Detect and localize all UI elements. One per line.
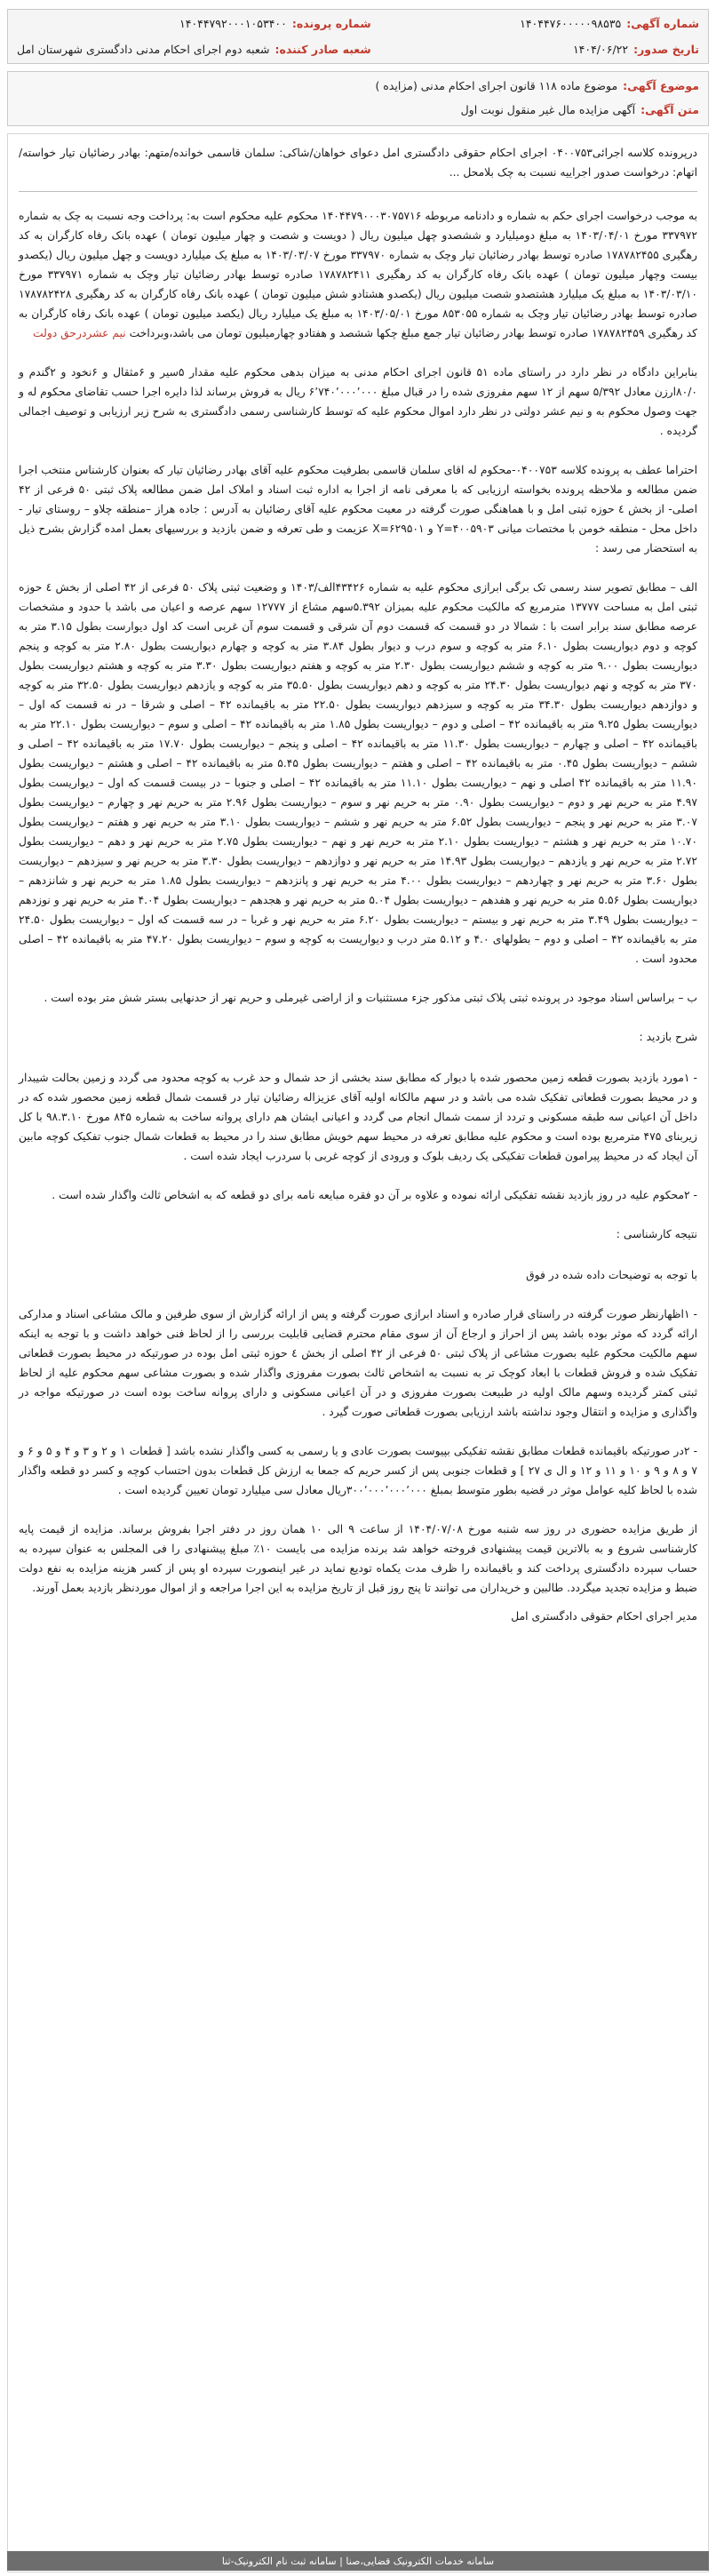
inspection-heading: شرح بازدید : (639, 1031, 697, 1043)
footer-text: سامانه خدمات الکترونیک قضایی،صنا | سامانه ثبت نام الکترونیک-ثنا (221, 2555, 495, 2567)
ad-number-value: ۱۴۰۴۴۷۶۰۰۰۰۰۹۸۵۳۵ (520, 17, 622, 30)
branch-row (17, 43, 371, 56)
body-state-share: نیم عشردرحق دولت (33, 327, 126, 339)
body-judgment-text: به موجب درخواست اجرای حکم به شماره و دادنامه مربوطه ۱۴۰۴۴۷۹۰۰۰۳۰۷۵۷۱۶ محکوم علیه محکوم است به: پرداخت وجه نسبت به چک به شماره ۳۳۷۹۷۲ مورخ ۱۴۰۳/۰۴/۰۱ به مبلغ دومیلیارد و ششصدو چهل میلیون ریال ( دویست و شصت و چهار میلیون تومان ) عهده بانک رفاه کارگران به کد رهگیری ۱۷۸۷۸۲۴۵۵ صادره توسط بهادر رضائیان تیار وچک به شماره ۳۳۷۹۷۰ مورخ ۱۴۰۳/۰۳/۰۷ به مبلغ یک میلیارد دویست و چهل میلیون ریال (یکصدو بیست وچهار میلیون تومان ) عهده بانک رفاه کارگران به کد رهگیری ۱۷۸۷۸۲۴۱۱ صادره توسط بهادر رضائیان تیار وچک به شماره ۳۳۷۹۷۱ مورخ ۱۴۰۳/۰۳/۱۰ به مبلغ یک میلیارد هشتصدو شصت میلیون ریال (یکصدو هشتادو شش میلیون تومان ) عهده بانک رفاه کارگران به کد رهگیری ۱۷۸۷۸۲۴۲۸ صادره توسط بهادر رضائیان تیار وچک به شماره ۸۵۳۰۵۵ مورخ ۱۴۰۳/۰۵/۰۱ به مبلغ یک میلیارد ریال (یکصد میلیون تومان ) عهده بانک رفاه کارگران به کد رهگیری ۱۷۸۷۸۲۴۵۹ صادره توسط بهادر رضائیان تیار جمع مبلغ چکها ششصد و هفتادو چهارمیلیون تومان می باشد،وبرداخت (19, 210, 698, 339)
body-auction-decision: بنابراین دادگاه در نظر دارد در راستای ماده ۵۱ قانون اجرای احکام مدنی به میزان بدهی محکوم علیه مقدار ۵سیر و ۶مثقال و ۶نخود و ۲گندم و ۸۰/۰ارزن معادل ۵/۳۹۲ سهم از ۱۲ سهم مفروزی شده را در قبال مبلغ ۶٬۷۴۰٬۰۰۰٬۰۰۰ ریال به فروش برساند لذا دایره اجرا حسب تقاضای محکوم له و جهت وصول محکوم به و نیم عشر دولتی در نظر دارد اموال محکوم علیه که توسط کارشناسی رسمی دادگستری به شرح زیر ارزیابی و توصیف اجمالی گردیده . (19, 366, 697, 437)
inspection-item-1: - ۱مورد بازدید بصورت قطعه زمین محصور شده با دیوار که مطابق سند بخشی از حد شمال و حد غرب به کوچه محدود می گردد و زمین بحالت شیبدار و در محیط بصورت قطعاتی تفکیک شده می باشد و در سهم مالکانه اولیه آقای عزیزاله رضائیان تیار در قسمت شمال قطعه زمین محصور شده که در داخل آن اعیانی سه طبقه مسکونی و تردد از سمت شمال انجام می گردد و اعیانی ایشان هم دارای پروانه ساخت به شماره ۸۴۵ مورخ ۹۸.۳.۱۰ با کل زیربنای ۴۷۵ مترمربع بوده است و محکوم علیه مطابق تعرفه در محیط سهم خویش مطابق سند را در محیط به قطعات شمال جنوب تفکیک کوچه مابین آن ایجاد که در محیط پیرامون قطعات تفکیکی یک ردیف بلوک و ورودی از کوچه غربی با سردرب ایجاد شده است . (19, 1072, 697, 1162)
body-expert-intro: احتراما عطف به پرونده کلاسه ۰۴۰۰۷۵۳-محکوم له اقای سلمان قاسمی بطرفیت محکوم علیه آقای بهادر رضائیان تیار که بعنوان کارشناس منتخب اجرا ضمن مطالعه و ملاحظه پرونده بخواسته ارزیابی که با معرفی نامه از اجرا به اداره ثبت اسناد و املاک امل ضمن مطالعه پلاک ثبتی ۵۰ فرعی از ۴۲ اصلی- از بخش ٤ حوزه ثبتی امل و با هماهنگی صورت گرفته در معیت محکوم علیه آقای رضائیان به آدرس : جاده هراز –منطقه چلاو – روستای تیار - داخل محل - منطقه خومن با مختصات میانی ۴۰۰۵۹۰۳=Y و ۶۲۹۵۰۱=X عزیمت و طی تعرفه و ضمن بازدید و بررسیهای بعمل امده گزارش بشرح ذیل به استحضار می رسد : (19, 464, 698, 554)
conclusion-item-2: - ۲در صورتیکه باقیمانده قطعات مطابق نقشه تفکیکی بپیوست بصورت عادی و یا رسمی به کسی واگذار نشده باشد [ قطعات ۱ و ۲ و ۳ و ۴ و ۵ و ۶ و ۷ و ۸ و ۹ و ۱۰ و ۱۱ و ۱۲ و ال ی ۲۷ ] و قطعات جنوبی پس از کسر حریم که جمعا به ارزش کل قطعات بدون احتساب کوچه و کسر دو قطعه واگذار شده با لحاظ کلیه عوامل موثر در قضیه بطور متوسط بمبلغ ۳۰۰٬۰۰۰٬۰۰۰٬۰۰۰ریال معادل سی میلیارد تومان تعیین گردیده است . (19, 1445, 698, 1496)
issue-date-value: ۱۴۰۴/۰۶/۲۲ (572, 43, 629, 56)
conclusion-item-1: - ۱اظهارنظر صورت گرفته در راستای قرار صادره و اسناد ابرازی صورت گرفته و پس از ارائه گزارش از سوی طرفین و مالک مشاعی اسناد و مدارکی ارائه گردد که موثر بوده باشد پس از احراز و ارجاع آن از سوی مقام محترم قضایی قابلیت بررسی را از لحاظ فنی خواهد داشت و با توجه به اینکه سهم مالکیت محکوم علیه بصورت مشاعی از پلاک ثبتی ۵۰ فرعی از ۴۲ اصلی از بخش ٤ حوزه ثبتی امل بوده در صورتیکه در محیط بصورت قطعاتی تفکیک شده و فروش قطعات با ابعاد کوچک تر به نسبت به اشخاص ثالث بصورت مفروزی واگذار شده و بصورت مشاعی سهم محکوم علیه از لحاظ ثبتی کمتر گردیده وسهم مالک اولیه در طبیعت بصورت مفروزی و در آن اعیانی مسکونی و دارای پروانه ساخت بوده است در صورتیکه مواجه در واگذاری و مزایده و انتقال وجود نداشته باشد ارزیابی بصورت قطعاتی صورت گیرد . (19, 1308, 697, 1418)
body-divider (19, 191, 697, 192)
topic-row (17, 79, 699, 92)
notice-body (7, 133, 709, 2572)
text-row (17, 103, 699, 116)
body-intro: درپرونده کلاسه اجرائی۰۴۰۰۷۵۳ اجرای احکام حقوقی دادگستری امل دعوای خواهان/شاکی: سلمان قاسمی خوانده/متهم: بهادر رضائیان تیار خواسته/اتهام: درخواست صدور اجراییه نسبت به چک بلامحل ... (19, 147, 697, 179)
text-label: متن آگهی: (640, 103, 699, 116)
page-footer (7, 2551, 709, 2571)
branch-value: شعبه دوم اجرای احکام مدنی دادگستری شهرستان امل (17, 43, 270, 56)
text-value: آگهی مزایده مال غیر منقول نوبت اول (460, 103, 636, 116)
body-registry-note: ب – براساس اسناد موجود در پرونده ثبتی پلاک ثبتی مذکور جزء مستثنیات و از اراضی غیرملی و حریم نهر از حدنهایی بستر شش متر بوده است . (44, 992, 697, 1004)
notice-subject (7, 71, 709, 126)
issue-date-row (398, 43, 699, 56)
topic-label: موضوع آگهی: (623, 79, 699, 92)
ad-number-label: شماره آگهی: (626, 17, 699, 30)
auction-terms: از طریق مزایده حضوری در روز سه شنبه مورخ ۱۴۰۴/۰۷/۰۸ از ساعت ۹ الی ۱۰ همان روز در دفتر اجرا بفروش برساند. مزایده از قیمت پایه کارشناسی شروع و به بالاترین قیمت پیشنهادی فروخته خواهد شد برنده مزایده می بایست ۱۰٪ مبلغ پیشنهادی را فی المجلس به عنوان سپرده به حساب سپرده دادگستری پرداخت کند و باقیمانده را ظرف مدت یکماه تودیع نماید در غیر اینصورت سپرده او پس از کسر هزینه مزایده به نفع دولت ضبط و مزایده تجدید میگردد. طالبین و خریداران می توانند تا پنج روز قبل از تاریخ مزایده به این اجرا مراجعه و از اموال موردنظر بازدید بعمل آورند. (19, 1523, 698, 1594)
case-number-row (17, 17, 371, 30)
inspection-item-2: - ۲محکوم علیه در روز بازدید نقشه تفکیکی ارائه نموده و علاوه بر آن دو فقره مبایعه نامه برای دو قطعه که به اشخاص ثالث واگذار شده است . (52, 1189, 697, 1201)
ad-number-row (398, 17, 699, 30)
conclusion-heading: نتیجه کارشناسی : (616, 1228, 697, 1240)
notice-header (7, 9, 709, 64)
case-number-label: شماره پرونده: (291, 17, 371, 30)
signature: مدیر اجرای احکام حقوقی دادگستری امل (511, 1610, 697, 1623)
branch-label: شعبه صادر کننده: (274, 43, 371, 56)
issue-date-label: تاریخ صدور: (633, 43, 699, 56)
body-property-bounds: الف – مطابق تصویر سند رسمی تک برگی ابرازی محکوم علیه به شماره ۴۳۴۲۶الف/۱۴۰۳ و وضعیت ثبتی پلاک ۵۰ فرعی از ۴۲ اصلی از بخش ٤ حوزه ثبتی امل به مساحت ۱۳۷۷۷ مترمربع که مالکیت محکوم علیه بمیزان ۵.۳۹۲سهم مشاع از ۱۲۷۷۷ سهم عرصه و اعیان می باشد با حدود و مشخصات عرصه مطابق سند برابر است با : شمالا در دو قسمت که قسمت دوم آن شرقی و قسمت سوم آن غربی است کد اول دیوارست بطول ۳.۱۵ متر به کوچه و دوم دیواریست بطول ۶.۱۰ متر به کوچه و سوم درب و دیوار بطول ۳.۸۴ متر به کوچه و چهارم دیواریست بطول ۲.۸۰ متر به کوچه و پنجم دیواریست بطول ۹.۰۰ متر به کوچه و ششم دیواریست بطول ۲.۳۰ متر به کوچه و هفتم دیواریست بطول ۳.۳۰ متر به کوچه و هشتم دیواریست بطول ۳۷۰ متر به کوچه و نهم دیواریست بطول ۲۴.۳۰ متر به کوچه و دهم دیواریست بطول ۳۵.۵۰ متر به کوچه و یازدهم دیواریست بطول ۳۲.۵۰ متر به کوچه و دوازدهم دیواریست بطول ۳۴.۳۰ متر به کوچه و سیزدهم دیواریست بطول ۲۲.۵۰ متر به باقیمانده ۴۲ – اصلی و شرقا – در نه قسمت که اول – دیواریست بطول ۹.۲۵ متر به باقیمانده ۴۲ – اصلی و دوم – دیواریست بطول ۱.۸۵ متر به باقیمانده ۴۲ – اصلی و سوم – دیواریست بطول ۲۲.۱۰ متر به باقیمانده ۴۲ – اصلی و چهارم – دیواریست بطول ۱۱.۳۰ متر به باقیمانده ۴۲ – اصلی و پنجم – دیواریست بطول ۱۷.۷۰ متر به باقیمانده ۴۲ – اصلی و ششم – دیواریست بطول ۰.۴۵ متر به باقیمانده ۴۲ – اصلی و هفتم – دیواریست بطول ۵.۴۵ متر به باقیمانده ۴۲ – اصلی و هشتم – دیواریست بطول ۱۱.۹۰ متر به باقیمانده ۴۲ اصلی و نهم – دیواریست بطول ۱۱.۱۰ متر به باقیمانده ۴۲ – اصلی و جنوبا – در بیست قسمت که اول – دیواریست بطول ۴.۹۷ متر به حریم نهر و دوم – دیواریست بطول ۰.۹۰ متر به حریم نهر و سوم – دیواریست بطول ۲.۹۶ متر به حریم نهر و چهارم – دیواریست بطول ۳.۰۷ متر به حریم نهر و پنجم – دیواریست بطول ۶.۵۲ متر به حریم نهر و ششم – دیواریست بطول ۳.۱۰ متر به حریم نهر و هفتم – دیواریست بطول ۱۰.۷۰ متر به حریم نهر و هشتم – دیواریست بطول ۲.۱۰ متر به حریم نهر و نهم – دیواریست بطول ۲.۷۵ متر به حریم نهر و دهم – دیواریست بطول ۲.۷۲ متر به حریم نهر و یازدهم – دیواریست بطول ۱۴.۹۳ متر به حریم نهر و دوازدهم – دیواریست بطول ۳.۳۰ متر به حریم نهر و سیزدهم – دیواریست بطول ۳.۶۰ متر به حریم نهر و چهاردهم – دیواریست بطول ۴.۰۰ متر به حریم نهر و پانزدهم – دیواریست بطول ۱.۸۵ متر به حریم نهر و شانزدهم – دیواریست بطول ۵.۵۶ متر به حریم نهر و هفدهم – دیواریست بطول ۵.۰۴ متر به حریم نهر و هجدهم – دیواریست بطول ۴.۰۴ متر به حریم نهر و نوزدهم – دیواریست بطول ۳.۴۹ متر به حریم نهر و بیستم – دیواریست بطول ۶.۲۰ متر به حریم نهر و غربا – در سه قسمت که اول – دیواریست بطول ۲۴.۵۰ متر به باقیمانده ۴۲ – اصلی و دوم – بطولهای ۴.۰ و ۵.۱۲ متر درب و دیواریست به کوچه و سوم – دیواریست بطول ۴۷.۲۰ متر به باقیمانده ۴۲ – اصلی محدود است . (19, 581, 698, 965)
topic-value: موضوع ماده ۱۱۸ قانون اجرای احکام مدنی (مزایده ) (375, 79, 618, 92)
body-judgment (19, 206, 697, 343)
case-number-value: ۱۴۰۴۴۷۹۲۰۰۰۱۰۵۳۴۰۰ (179, 17, 287, 30)
conclusion-intro: با توجه به توضیحات داده شده در فوق (526, 1269, 697, 1281)
